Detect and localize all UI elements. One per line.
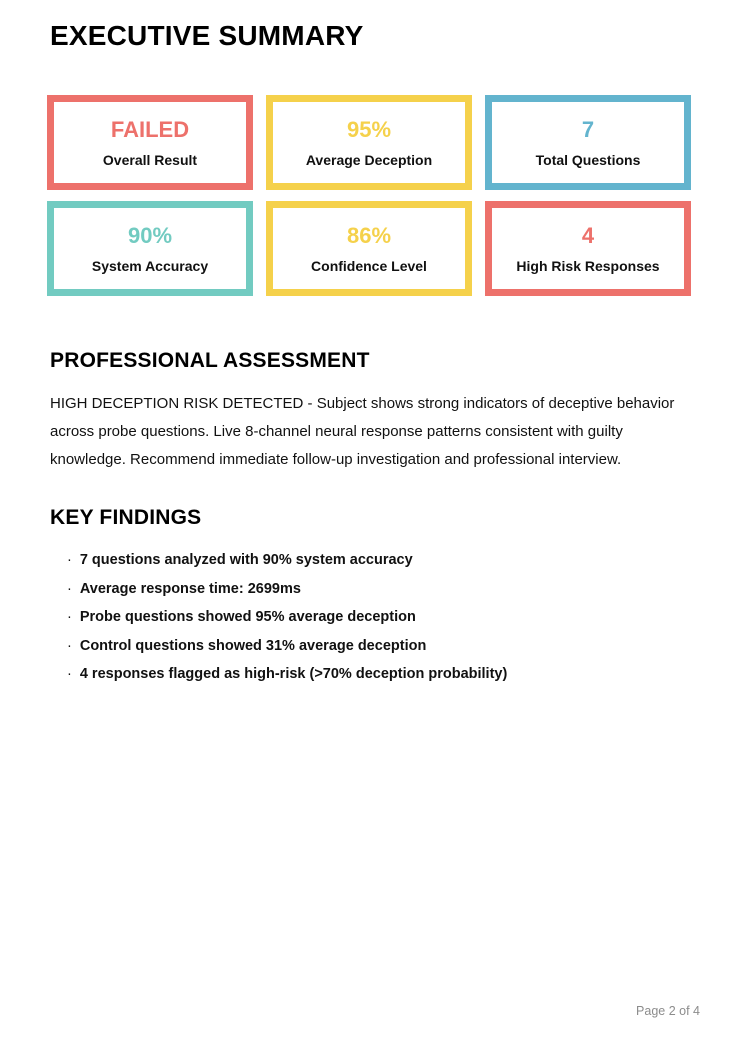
stat-card-label: High Risk Responses <box>516 257 660 274</box>
key-finding-item <box>67 575 693 604</box>
key-finding-item <box>67 632 693 661</box>
key-finding-item <box>67 603 693 632</box>
stat-card-total-questions <box>485 95 691 190</box>
stat-card-value: 86% <box>346 222 392 248</box>
key-findings-list <box>67 546 693 689</box>
key-finding-text: Control questions showed 31% average deception <box>79 637 427 654</box>
key-finding-item <box>67 546 693 575</box>
bullet-icon: · <box>67 552 72 568</box>
stat-card-system-accuracy <box>47 201 253 296</box>
stat-card-value: 4 <box>581 222 595 248</box>
key-finding-text: 7 questions analyzed with 90% system accuracy <box>79 552 413 568</box>
bullet-icon: · <box>67 580 72 597</box>
key-finding-text: Probe questions showed 95% average deception <box>79 609 416 625</box>
section-heading-professional-assessment: PROFESSIONAL ASSESSMENT <box>50 349 370 372</box>
stat-card-label: Total Questions <box>535 151 641 168</box>
assessment-body-text: HIGH DECEPTION RISK DETECTED - Subject shows strong indicators of deceptive behavior across probe questions. Live 8-channel neural response patterns consistent with guilty knowledge. Recommend immediate follow-up investigation and professional interview. <box>50 395 675 468</box>
stat-card-confidence-level <box>266 201 472 296</box>
stat-card-value: 90% <box>127 222 173 248</box>
stat-card-label: Overall Result <box>102 151 198 168</box>
stat-card-label: Average Deception <box>305 151 433 168</box>
page-number: Page 2 of 4 <box>636 1004 700 1018</box>
stat-card-value: 95% <box>346 116 392 142</box>
stat-card-high-risk-responses <box>485 201 691 296</box>
key-finding-text: 4 responses flagged as high-risk (>70% deception probability) <box>79 666 508 682</box>
stat-card-value: FAILED <box>110 116 190 142</box>
stat-card-value: 7 <box>581 116 595 142</box>
bullet-icon: · <box>67 637 72 654</box>
stat-card-average-deception <box>266 95 472 190</box>
bullet-icon: · <box>67 666 72 682</box>
stat-card-label: System Accuracy <box>91 257 209 274</box>
stat-card-label: Confidence Level <box>311 257 427 274</box>
key-finding-item <box>67 660 693 689</box>
bullet-icon: · <box>67 609 72 625</box>
stat-cards-grid <box>47 95 693 296</box>
section-heading-key-findings: KEY FINDINGS <box>50 506 202 529</box>
page-title: EXECUTIVE SUMMARY <box>50 20 364 51</box>
key-finding-text: Average response time: 2699ms <box>79 580 301 597</box>
stat-card-overall-result <box>47 95 253 190</box>
